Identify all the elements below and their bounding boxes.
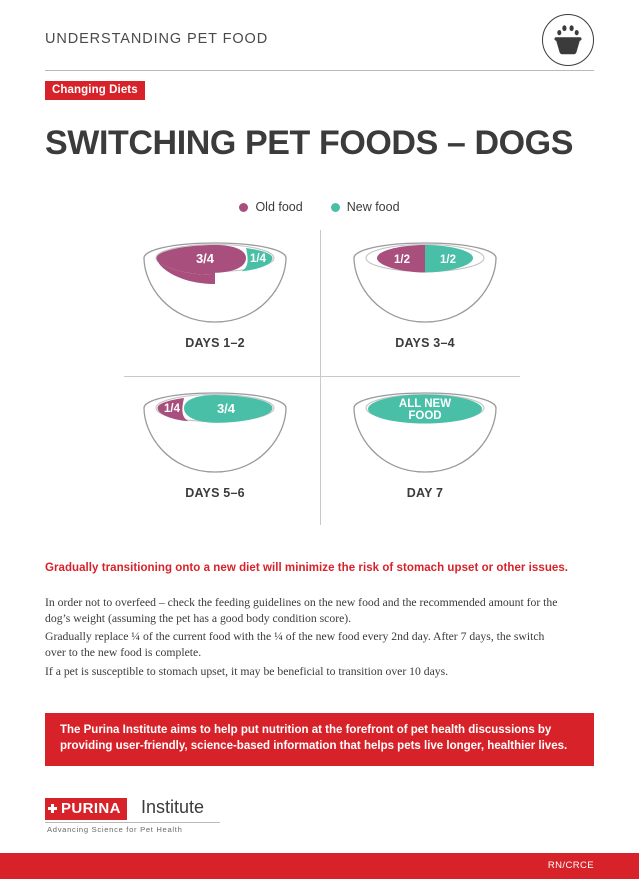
body-paragraph-2: Gradually replace ¼ of the current food with the ¼ of the new food every 2nd day. After 7 days, the switch over to the new food is complete.: [45, 630, 545, 659]
bowl-days-1-2: [136, 232, 294, 330]
logo-tagline: Advancing Science for Pet Health: [47, 825, 183, 834]
header-divider: [45, 70, 594, 71]
diagram-cell-label: DAYS 5–6: [185, 486, 245, 500]
header-title: UNDERSTANDING PET FOOD: [45, 31, 269, 47]
institute-text: Institute: [141, 797, 205, 817]
logo-divider: [45, 822, 220, 823]
legend-dot-new-food: [331, 203, 340, 212]
pet-bowl-icon: [542, 14, 594, 66]
fraction-old: 1/4: [164, 403, 180, 415]
fraction-old: 3/4: [195, 251, 215, 266]
diagram-cell-days-3-4: [320, 228, 530, 376]
bowl-days-3-4: [346, 232, 504, 330]
legend-dot-old-food: [239, 203, 248, 212]
body-paragraph-1: In order not to overfeed – check the feeding guidelines on the new food and the recommended amount for the dog’s weight (assuming the pet has a good body condition score).: [45, 596, 558, 625]
legend-label-new-food: New food: [346, 200, 400, 214]
bowl-svg: [346, 232, 504, 330]
diagram-cell-days-1-2: [110, 228, 320, 376]
legend: [0, 200, 639, 214]
all-new-line2: FOOD: [408, 410, 442, 422]
diagram-cell-label: DAYS 1–2: [185, 336, 245, 350]
diagram-cell-label: DAYS 3–4: [395, 336, 455, 350]
fraction-old: 1/2: [394, 254, 410, 266]
callout-banner: The Purina Institute aims to help put nutrition at the forefront of pet health discussions by providing user-friendly, science-based information that helps pets live longer, healthier lives.: [45, 713, 594, 766]
bowl-svg: [136, 382, 294, 480]
purina-text: PURINA: [61, 800, 121, 817]
legend-item-new-food: [331, 200, 400, 214]
bowl-svg: [136, 232, 294, 330]
purina-institute-logo: [45, 798, 305, 838]
all-new-line1: ALL NEW: [398, 398, 452, 410]
page-title: SWITCHING PET FOODS – DOGS: [45, 124, 573, 162]
transition-diagram: [110, 228, 530, 538]
intro-text: Gradually transitioning onto a new diet will minimize the risk of stomach upset or other issues.: [45, 562, 569, 574]
bowl-svg: [346, 382, 504, 480]
fraction-new: 1/2: [440, 254, 456, 266]
footer-code: RN/CRCE: [547, 860, 594, 871]
fraction-new: 1/4: [250, 253, 266, 265]
footer-bar: [0, 853, 639, 879]
legend-item-old-food: [239, 200, 302, 214]
status-badge: Changing Diets: [45, 81, 145, 100]
purina-wordmark: [45, 798, 127, 820]
grid-horizontal-divider: [124, 376, 520, 377]
checkerboard-icon: [48, 804, 57, 813]
body-paragraph-3: If a pet is susceptible to stomach upset, it may be beneficial to transition over 10 days.: [45, 665, 449, 678]
legend-label-old-food: Old food: [255, 200, 303, 214]
bowl-days-5-6: [136, 382, 294, 480]
page-header: [45, 14, 594, 66]
diagram-cell-days-5-6: [110, 378, 320, 526]
diagram-cell-label: DAY 7: [406, 486, 444, 500]
fraction-new: 3/4: [216, 401, 236, 416]
pet-bowl-glyph: [553, 24, 583, 56]
diagram-cell-day-7: [320, 378, 530, 526]
bowl-day-7: [346, 382, 504, 480]
